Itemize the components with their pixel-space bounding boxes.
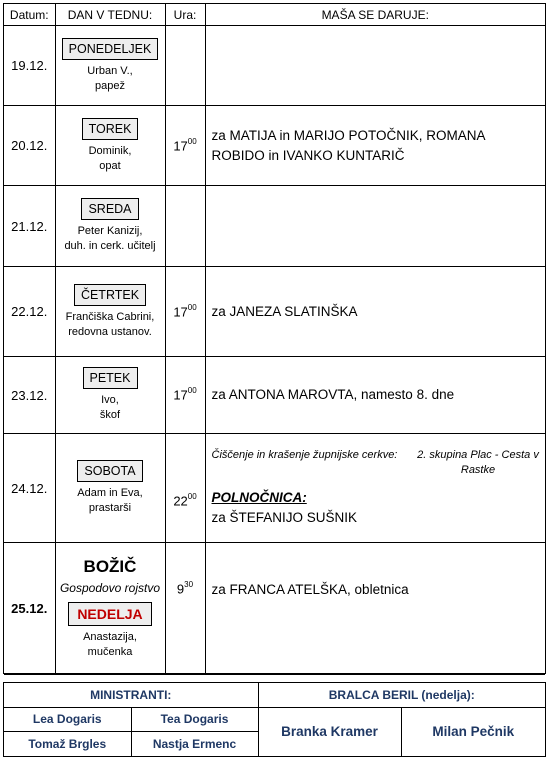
row-time <box>165 543 205 675</box>
day-name-box: SOBOTA <box>77 460 142 482</box>
saint-role: duh. in cerk. učitelj <box>64 240 156 252</box>
saint-name: Frančiška Cabrini, <box>65 310 155 323</box>
row-time <box>165 434 205 543</box>
saint-name: Dominik, <box>88 144 132 157</box>
saint-role: škof <box>99 409 121 421</box>
row-mass: za JANEZA SLATINŠKA <box>205 267 545 357</box>
row-date: 21.12. <box>4 186 55 267</box>
time-minute: 00 <box>187 492 197 502</box>
altar-server-name: Tomaž Brgles <box>4 731 131 756</box>
row-day-cell <box>55 186 165 267</box>
time-minute: 00 <box>187 302 197 312</box>
row-day-cell <box>55 543 165 675</box>
day-name-box: TOREK <box>82 118 139 140</box>
time-minute: 30 <box>184 580 194 589</box>
header-date: Datum: <box>4 4 55 26</box>
servers-table-frame <box>3 682 546 757</box>
header-row <box>4 4 545 26</box>
midnight-mass-label: POLNOČNICA: <box>211 490 307 505</box>
header-time: Ura: <box>165 4 205 26</box>
row-time <box>165 267 205 357</box>
mass-schedule-table <box>4 4 545 675</box>
row-date: 22.12. <box>4 267 55 357</box>
row-time <box>165 186 205 267</box>
time-hour: 17 <box>173 304 188 320</box>
time-hour: 9 <box>176 581 185 597</box>
row-day-cell <box>55 434 165 543</box>
day-name-box: SREDA <box>81 198 138 220</box>
row-date: 25.12. <box>4 543 55 675</box>
row-mass: za FRANCA ATELŠKA, obletnica <box>205 543 545 675</box>
row-day-cell <box>55 106 165 186</box>
reader-name: Milan Pečnik <box>401 707 545 756</box>
table-row <box>4 26 545 106</box>
row-date: 23.12. <box>4 357 55 434</box>
table-row <box>4 267 545 357</box>
holiday-subtitle: Gospodovo rojstvo <box>59 581 161 595</box>
saint-role: prastarši <box>88 502 132 514</box>
day-name-box: PONEDELJEK <box>62 38 159 60</box>
time-hour: 17 <box>173 138 188 154</box>
table-row <box>4 434 545 543</box>
row-day-cell <box>55 357 165 434</box>
saint-role: papež <box>95 79 125 92</box>
day-name-box: PETEK <box>83 367 138 389</box>
holiday-title: BOŽIČ <box>83 557 137 576</box>
cleaning-note-label: Čiščenje in krašenje župnijske cerkve: <box>211 449 398 461</box>
saint-name: Urban V., <box>87 64 133 77</box>
row-date: 24.12. <box>4 434 55 543</box>
saint-name: Peter Kanizij, <box>77 225 143 237</box>
table-row <box>4 543 545 675</box>
header-day: DAN V TEDNU: <box>55 4 165 26</box>
altar-server-name: Nastja Ermenc <box>131 731 258 756</box>
header-mass: MAŠA SE DARUJE: <box>205 4 545 26</box>
altar-server-name: Tea Dogaris <box>131 707 258 731</box>
saint-name: Ivo, <box>101 394 119 406</box>
row-date: 20.12. <box>4 106 55 186</box>
altar-servers-heading: MINISTRANTI: <box>4 683 258 707</box>
saint-name: Adam in Eva, <box>77 487 143 499</box>
table-row <box>4 106 545 186</box>
time-hour: 22 <box>173 493 188 509</box>
day-name-box: ČETRTEK <box>74 284 146 306</box>
servers-table <box>4 683 545 757</box>
cleaning-note <box>212 448 540 478</box>
table-row <box>4 186 545 267</box>
schedule-table-frame <box>3 3 546 674</box>
saint-role: redovna ustanov. <box>68 325 152 338</box>
row-date: 19.12. <box>4 26 55 106</box>
row-mass-cell <box>205 434 545 543</box>
time-minute: 00 <box>187 136 197 146</box>
cleaning-note-group: 2. skupina Plac - Cesta v Rastke <box>417 449 539 476</box>
row-day-cell <box>55 26 165 106</box>
row-time <box>165 106 205 186</box>
readers-heading: BRALCA BERIL (nedelja): <box>258 683 545 707</box>
row-mass: za ANTONA MAROVTA, namesto 8. dne <box>205 357 545 434</box>
time-hour: 17 <box>173 387 188 403</box>
row-mass <box>205 26 545 106</box>
day-name-box: NEDELJA <box>68 602 151 626</box>
reader-name: Branka Kramer <box>258 707 401 756</box>
table-row <box>4 357 545 434</box>
row-time <box>165 26 205 106</box>
saint-role: opat <box>99 159 121 172</box>
row-mass <box>205 186 545 267</box>
altar-server-name: Lea Dogaris <box>4 707 131 731</box>
row-time <box>165 357 205 434</box>
time-minute: 00 <box>187 386 197 396</box>
saint-name: Anastazija, <box>83 631 137 643</box>
saint-role: mučenka <box>87 646 133 658</box>
row-day-cell <box>55 267 165 357</box>
row-mass: za ŠTEFANIJO SUŠNIK <box>211 510 358 525</box>
row-mass: za MATIJA in MARIJO POTOČNIK, ROMANA ROBIDO in IVANKO KUNTARIČ <box>205 106 545 186</box>
